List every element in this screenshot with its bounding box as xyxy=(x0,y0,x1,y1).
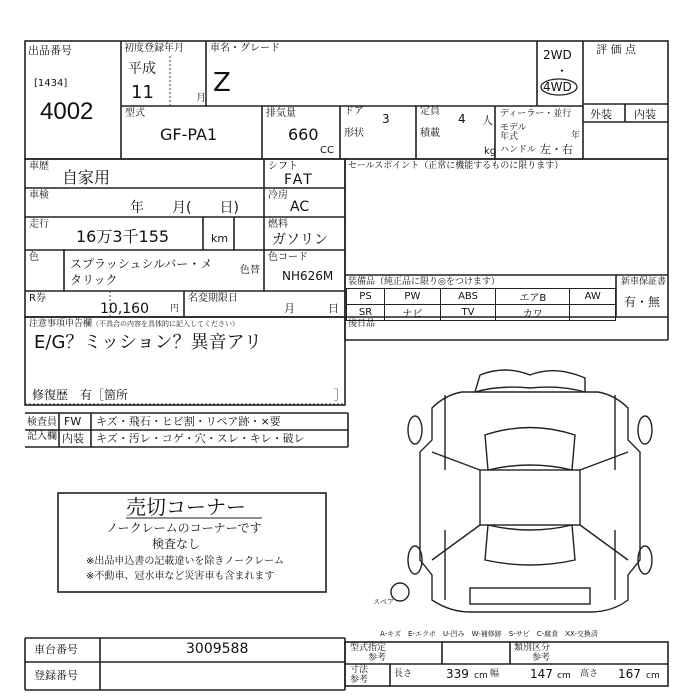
usage-value: 自家用 xyxy=(62,168,111,187)
aircon-value: AC xyxy=(290,199,310,215)
warranty-value: 有・無 xyxy=(624,295,661,309)
shift-value: FAT xyxy=(284,172,314,188)
equipment-cell xyxy=(570,305,616,321)
recycle-unit: 円 xyxy=(170,304,180,314)
sales-point-label: セールスポイント（正常に機能するものに限ります） xyxy=(348,161,564,171)
sale-corner-line2: 検査なし xyxy=(152,537,201,551)
dims-sub: 参考 xyxy=(350,675,369,685)
equipment-cell: カワ xyxy=(496,305,570,321)
recycle-value: 10,160 xyxy=(100,301,149,317)
name-change-day: 日 xyxy=(328,302,339,315)
capacity-value: 4 xyxy=(458,112,466,126)
model-year-unit: 年 xyxy=(571,131,581,141)
name-change-label: 名変期限日 xyxy=(188,293,238,304)
class-ref-label: 類別区分 xyxy=(514,643,551,653)
lot-bracket: [1434] xyxy=(34,78,68,89)
displacement-value: 660 xyxy=(288,125,319,144)
sale-corner-title: 売切コーナー xyxy=(126,495,246,519)
color-value-line2: タリック xyxy=(70,273,118,287)
grade-value: Z xyxy=(213,68,231,98)
class-ref-sub: 参考 xyxy=(532,653,551,663)
notes-label: 注意事項申告欄 xyxy=(29,319,93,329)
color-value-line1: スプラッシュシルバー・メ xyxy=(70,257,213,271)
equipment-cell: SR xyxy=(347,305,385,321)
equipment-cell: エアB xyxy=(496,289,570,305)
drive-4wd: 4WD xyxy=(543,80,572,94)
dealer-label: ディーラー・並行 xyxy=(500,109,572,119)
color-label: 色 xyxy=(29,252,39,263)
spare-label: スペア xyxy=(373,598,394,606)
model-year-label-1: モデル xyxy=(500,123,527,133)
mileage-unit: km xyxy=(211,232,229,245)
length-label: 長さ xyxy=(394,669,413,679)
chassis-label: 車台番号 xyxy=(34,643,78,656)
inspector-label-2: 記入欄 xyxy=(27,431,57,442)
dims-size-label: 寸法 xyxy=(350,665,369,675)
color-code-label: 色コード xyxy=(268,252,308,263)
interior-notes-label: 内装 xyxy=(62,432,84,445)
type-ref-sub: 参考 xyxy=(368,653,387,663)
length-unit: cm xyxy=(474,671,488,681)
fw-items: キズ・飛石・ヒビ割・リペア跡・×要 xyxy=(96,415,281,428)
notes-content: E/G？ミッション？異音アリ xyxy=(34,332,262,353)
mileage-value: 16万3千155 xyxy=(76,227,170,246)
repair-bracket-close: ］ xyxy=(334,388,347,402)
sale-corner-line3: ※出品申込書の記載違いを除きノークレーム xyxy=(86,556,285,567)
warranty-label: 新車保証書 xyxy=(621,277,667,287)
equipment-cell: ABS xyxy=(440,289,495,305)
type-ref-label: 型式指定 xyxy=(350,643,387,653)
equipment-cell: AW xyxy=(570,289,616,305)
color-code-value: NH626M xyxy=(282,269,334,283)
displacement-label: 排気量 xyxy=(266,108,296,119)
inspection-label: 車検 xyxy=(29,190,49,201)
capacity-unit: 人 xyxy=(482,114,493,127)
lot-number: 4002 xyxy=(40,98,94,125)
registration-year: 11 xyxy=(131,82,154,103)
color-change-label: 色替 xyxy=(240,265,260,276)
fuel-label: 燃料 xyxy=(268,219,288,230)
height-value: 167 xyxy=(618,667,641,681)
equipment-cell: ナビ xyxy=(384,305,440,321)
fw-label: FW xyxy=(64,415,82,428)
name-change-month: 月 xyxy=(284,302,295,315)
sale-corner-line4: ※不動車、冠水車など災害車も含まれます xyxy=(86,571,275,582)
width-label: 幅 xyxy=(490,669,500,679)
inspector-label-1: 検査員 xyxy=(27,417,57,428)
equipment-cell: PW xyxy=(384,289,440,305)
handle-label: ハンドル xyxy=(500,145,537,155)
handle-value: 左・右 xyxy=(540,143,573,156)
type-label: 型式 xyxy=(125,108,145,119)
recycle-label: R券 xyxy=(29,293,46,304)
load-unit: kg xyxy=(484,146,497,157)
height-unit: cm xyxy=(646,671,660,681)
height-label: 高さ xyxy=(580,669,599,679)
load-label: 積載 xyxy=(420,128,440,139)
doors-label: ドア xyxy=(344,106,364,117)
capacity-label: 定員 xyxy=(420,106,440,117)
equipment-table xyxy=(346,288,616,321)
drive-2wd: 2WD xyxy=(543,48,572,62)
sale-corner-line1: ノークレームのコーナーです xyxy=(106,521,262,535)
registration-month-unit: 月 xyxy=(196,93,206,104)
width-value: 147 xyxy=(530,667,553,681)
doors-value: 3 xyxy=(382,112,390,126)
grade-label: 評 価 点 xyxy=(596,43,636,56)
repair-history: 修復歴 有［箇所 xyxy=(32,388,129,402)
equipment-label: 装備品（純正品に限り◎をつけます） xyxy=(348,277,500,287)
interior-label: 内装 xyxy=(634,108,656,121)
reg-number-label: 登録番号 xyxy=(34,669,78,682)
equipment-cell: PS xyxy=(347,289,385,305)
interior-items: キズ・汚レ・コゲ・穴・スレ・キレ・破レ xyxy=(96,432,305,445)
lot-label: 出品番号 xyxy=(28,44,72,57)
damage-legend: A-キズ E-エクボ U-凹み W-補修跡 S-サビ C-腐食 XX-交換済 xyxy=(380,630,598,638)
fuel-value: ガソリン xyxy=(272,232,328,248)
drive-sep: ・ xyxy=(556,64,569,78)
equipment-cell: TV xyxy=(440,305,495,321)
car-diagram xyxy=(391,370,652,612)
model-label: 車名・グレード xyxy=(210,43,280,54)
after-market-label: 後日品 xyxy=(348,319,376,329)
registration-era: 平成 xyxy=(128,61,156,77)
model-year-label-2: 年式 xyxy=(500,132,519,142)
length-value: 339 xyxy=(446,667,469,681)
notes-sub: （不具合の内容を具体的に記入してください） xyxy=(92,320,239,328)
shift-label: シフト xyxy=(268,161,298,172)
width-unit: cm xyxy=(557,671,571,681)
aircon-label: 冷房 xyxy=(268,190,288,201)
mileage-label: 走行 xyxy=(29,219,49,230)
usage-label: 車歴 xyxy=(29,161,49,172)
inspection-value: 年 月( 日) xyxy=(130,200,239,216)
registration-label: 初度登録年月 xyxy=(124,43,184,54)
displacement-unit: CC xyxy=(320,145,334,156)
chassis-value: 3009588 xyxy=(186,641,249,657)
type-value: GF-PA1 xyxy=(160,125,218,144)
shape-label: 形状 xyxy=(344,128,364,139)
exterior-label: 外装 xyxy=(590,108,612,121)
